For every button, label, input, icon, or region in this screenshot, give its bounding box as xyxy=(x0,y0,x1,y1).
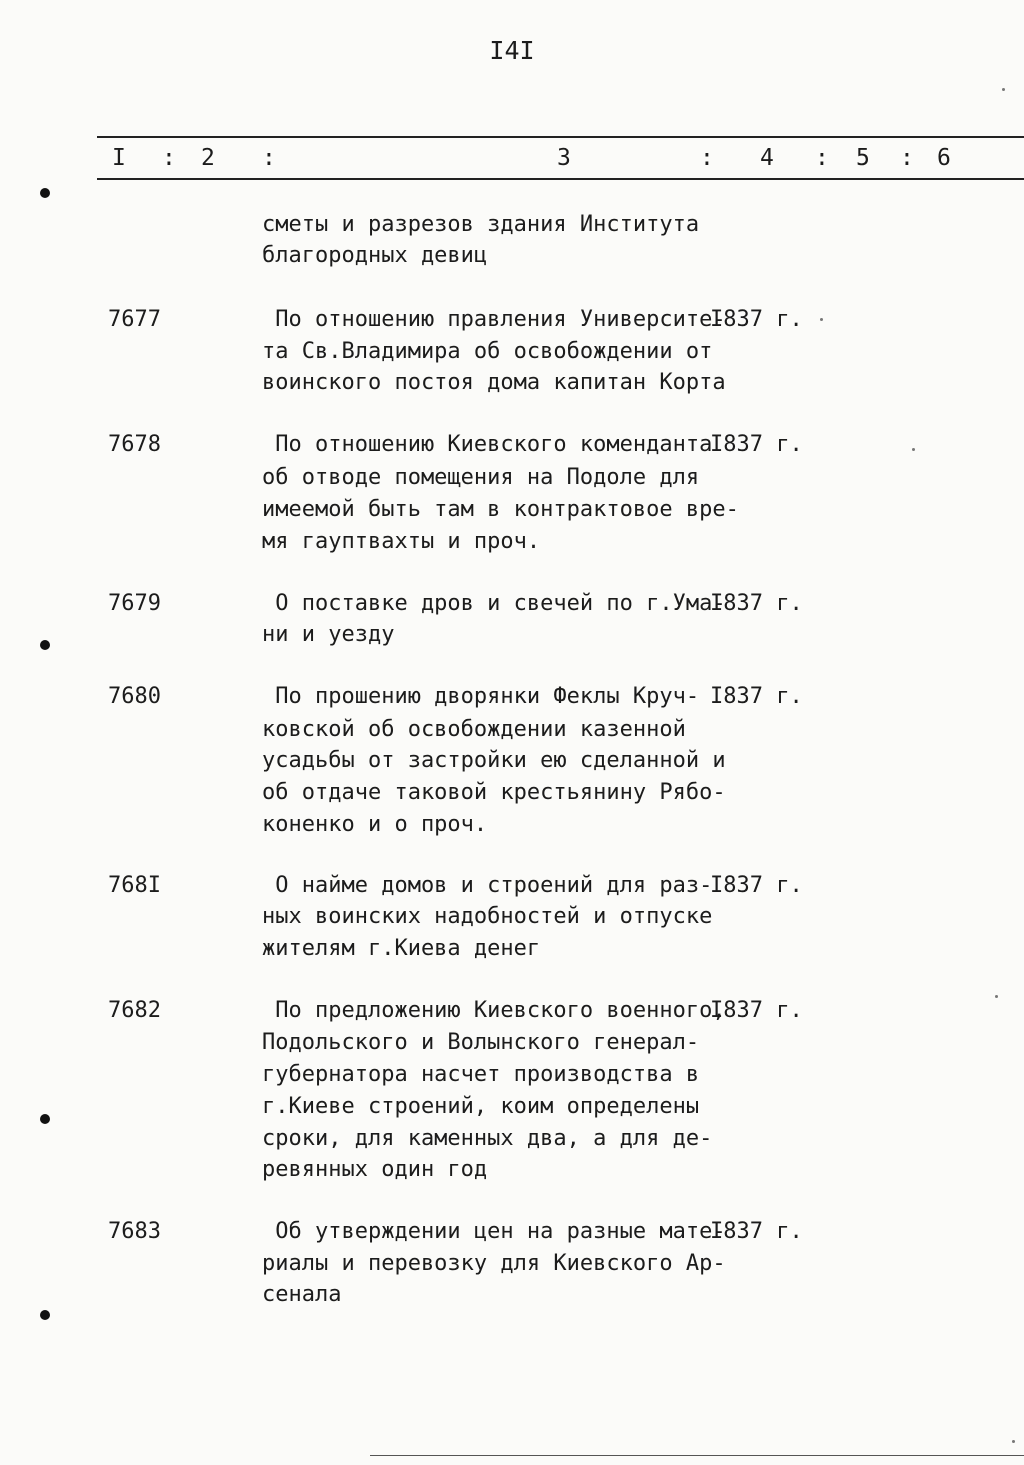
record-year: I837 г. xyxy=(710,684,803,709)
record-title-line: губернатора насчет производства в xyxy=(262,1062,700,1087)
record-number: 768I xyxy=(108,873,161,898)
record-year: I837 г. xyxy=(710,998,803,1023)
continuation-line: сметы и разрезов здания Института xyxy=(262,212,700,237)
record-number: 7680 xyxy=(108,684,161,709)
record-number: 7678 xyxy=(108,432,161,457)
record-title-line: сроки, для каменных два, а для де- xyxy=(262,1126,713,1151)
record-year: I837 г. xyxy=(710,873,803,898)
page-bottom-edge xyxy=(370,1455,1024,1456)
header-bottom-rule xyxy=(97,178,1024,180)
column-header-separator: : xyxy=(162,145,176,171)
paper-speck xyxy=(1012,1440,1015,1443)
record-title-line: По отношению правления Университе- xyxy=(262,307,726,332)
record-title-line: По отношению Киевского коменданта xyxy=(262,432,713,457)
record-title-line: воинского постоя дома капитан Корта xyxy=(262,370,726,395)
record-number: 7683 xyxy=(108,1219,161,1244)
record-title-line: Подольского и Волынского генерал- xyxy=(262,1030,700,1055)
continuation-line: благородных девиц xyxy=(262,243,488,268)
record-title-line: ревянных один год xyxy=(262,1157,488,1182)
paper-speck xyxy=(995,995,998,998)
record-number: 7677 xyxy=(108,307,161,332)
record-title-line: ковской об освобождении казенной xyxy=(262,717,686,742)
column-header-separator: : xyxy=(262,145,276,171)
record-title-line: О найме домов и строений для раз- xyxy=(262,873,713,898)
record-year: I837 г. xyxy=(710,432,803,457)
record-year: I837 г. xyxy=(710,1219,803,1244)
record-title-line: об отдаче таковой крестьянину Рябо- xyxy=(262,780,726,805)
record-title-line: г.Киеве строений, коим определены xyxy=(262,1094,700,1119)
column-header-separator: : xyxy=(900,145,914,171)
header-top-rule xyxy=(97,136,1024,138)
record-title-line: сенала xyxy=(262,1282,342,1307)
paper-speck xyxy=(820,318,823,321)
record-title-line: усадьбы от застройки ею сделанной и xyxy=(262,748,726,773)
record-title-line: об отводе помещения на Подоле для xyxy=(262,465,700,490)
record-year: I837 г. xyxy=(710,307,803,332)
paper-speck xyxy=(912,448,915,451)
record-title-line: ни и уезду xyxy=(262,622,395,647)
record-title-line: О поставке дров и свечей по г.Ума- xyxy=(262,591,726,616)
record-number: 7682 xyxy=(108,998,161,1023)
record-title-line: По предложению Киевского военного, xyxy=(262,998,726,1023)
column-header-4: 4 xyxy=(760,145,774,171)
record-title-line: Об утверждении цен на разные мате- xyxy=(262,1219,726,1244)
column-header-5: 5 xyxy=(856,145,870,171)
record-title-line: та Св.Владимира об освобождении от xyxy=(262,339,713,364)
punch-hole xyxy=(40,640,50,650)
record-year: I837 г. xyxy=(710,591,803,616)
record-title-line: жителям г.Киева денег xyxy=(262,936,541,961)
record-title-line: ных воинских надобностей и отпуске xyxy=(262,904,713,929)
record-title-line: По прошению дворянки Феклы Круч- xyxy=(262,684,700,709)
record-title-line: риалы и перевозку для Киевского Ар- xyxy=(262,1251,726,1276)
column-header-3: 3 xyxy=(557,145,571,171)
punch-hole xyxy=(40,188,50,198)
page-number: I4I xyxy=(489,36,535,65)
record-title-line: имеемой быть там в контрактовое вре- xyxy=(262,497,739,522)
column-header-6: 6 xyxy=(937,145,951,171)
record-title-line: коненко и о проч. xyxy=(262,812,488,837)
punch-hole xyxy=(40,1310,50,1320)
record-number: 7679 xyxy=(108,591,161,616)
column-header-separator: : xyxy=(700,145,714,171)
column-header-2: 2 xyxy=(201,145,215,171)
record-title-line: мя гауптвахты и проч. xyxy=(262,529,541,554)
column-header-separator: : xyxy=(815,145,829,171)
paper-speck xyxy=(1002,88,1005,91)
punch-hole xyxy=(40,1114,50,1124)
column-header-1: I xyxy=(112,145,126,171)
